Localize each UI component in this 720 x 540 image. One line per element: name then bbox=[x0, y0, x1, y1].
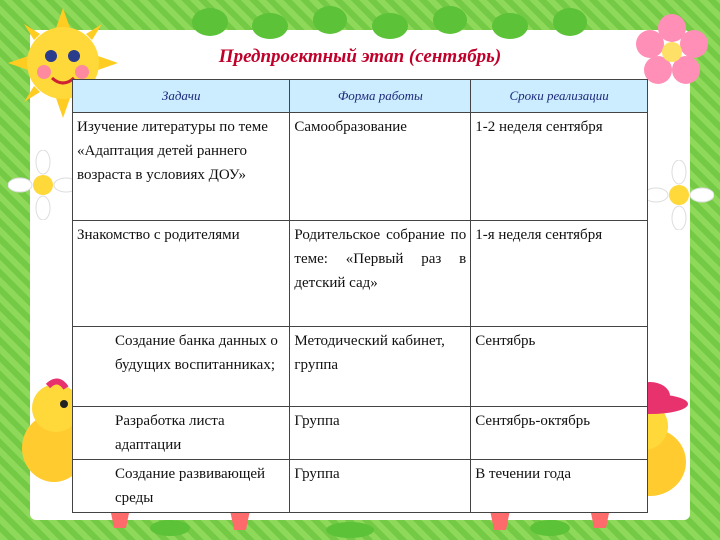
work-form-cell: Родительское собрание по теме: «Первый раз в детский сад» bbox=[290, 221, 471, 327]
task-cell: Разработка листа адаптации bbox=[73, 407, 290, 460]
task-cell: Изучение литературы по теме «Адаптация детей раннего возраста в условиях ДОУ» bbox=[73, 113, 290, 221]
table-header-row bbox=[73, 80, 648, 113]
deadline-cell: Сентябрь bbox=[471, 327, 648, 407]
work-form-cell: Группа bbox=[290, 460, 471, 513]
deadline-cell: В течении года bbox=[471, 460, 648, 513]
work-form-cell: Методический кабинет, группа bbox=[290, 327, 471, 407]
work-form-cell: Группа bbox=[290, 407, 471, 460]
table-row bbox=[73, 327, 648, 407]
table-row bbox=[73, 407, 648, 460]
task-cell: Создание банка данных о будущих воспитанниках; bbox=[73, 327, 290, 407]
plan-table bbox=[72, 79, 648, 513]
leaves-icon bbox=[180, 0, 600, 50]
task-cell: Создание развивающей среды bbox=[73, 460, 290, 513]
page-title: Предпроектный этап (сентябрь) bbox=[218, 46, 502, 67]
task-cell: Знакомство с родителями bbox=[73, 221, 290, 327]
table-row bbox=[73, 113, 648, 221]
daisy-icon bbox=[8, 150, 78, 220]
header-deadlines: Сроки реализации bbox=[471, 80, 648, 113]
work-form-cell: Самообразование bbox=[290, 113, 471, 221]
table-row bbox=[73, 221, 648, 327]
deadline-cell: 1-2 неделя сентября bbox=[471, 113, 648, 221]
deadline-cell: Сентябрь-октябрь bbox=[471, 407, 648, 460]
header-tasks: Задачи bbox=[73, 80, 290, 113]
daisy-icon-right bbox=[644, 160, 714, 230]
deadline-cell: 1-я неделя сентября bbox=[471, 221, 648, 327]
table-row bbox=[73, 460, 648, 513]
header-work-form: Форма работы bbox=[290, 80, 471, 113]
